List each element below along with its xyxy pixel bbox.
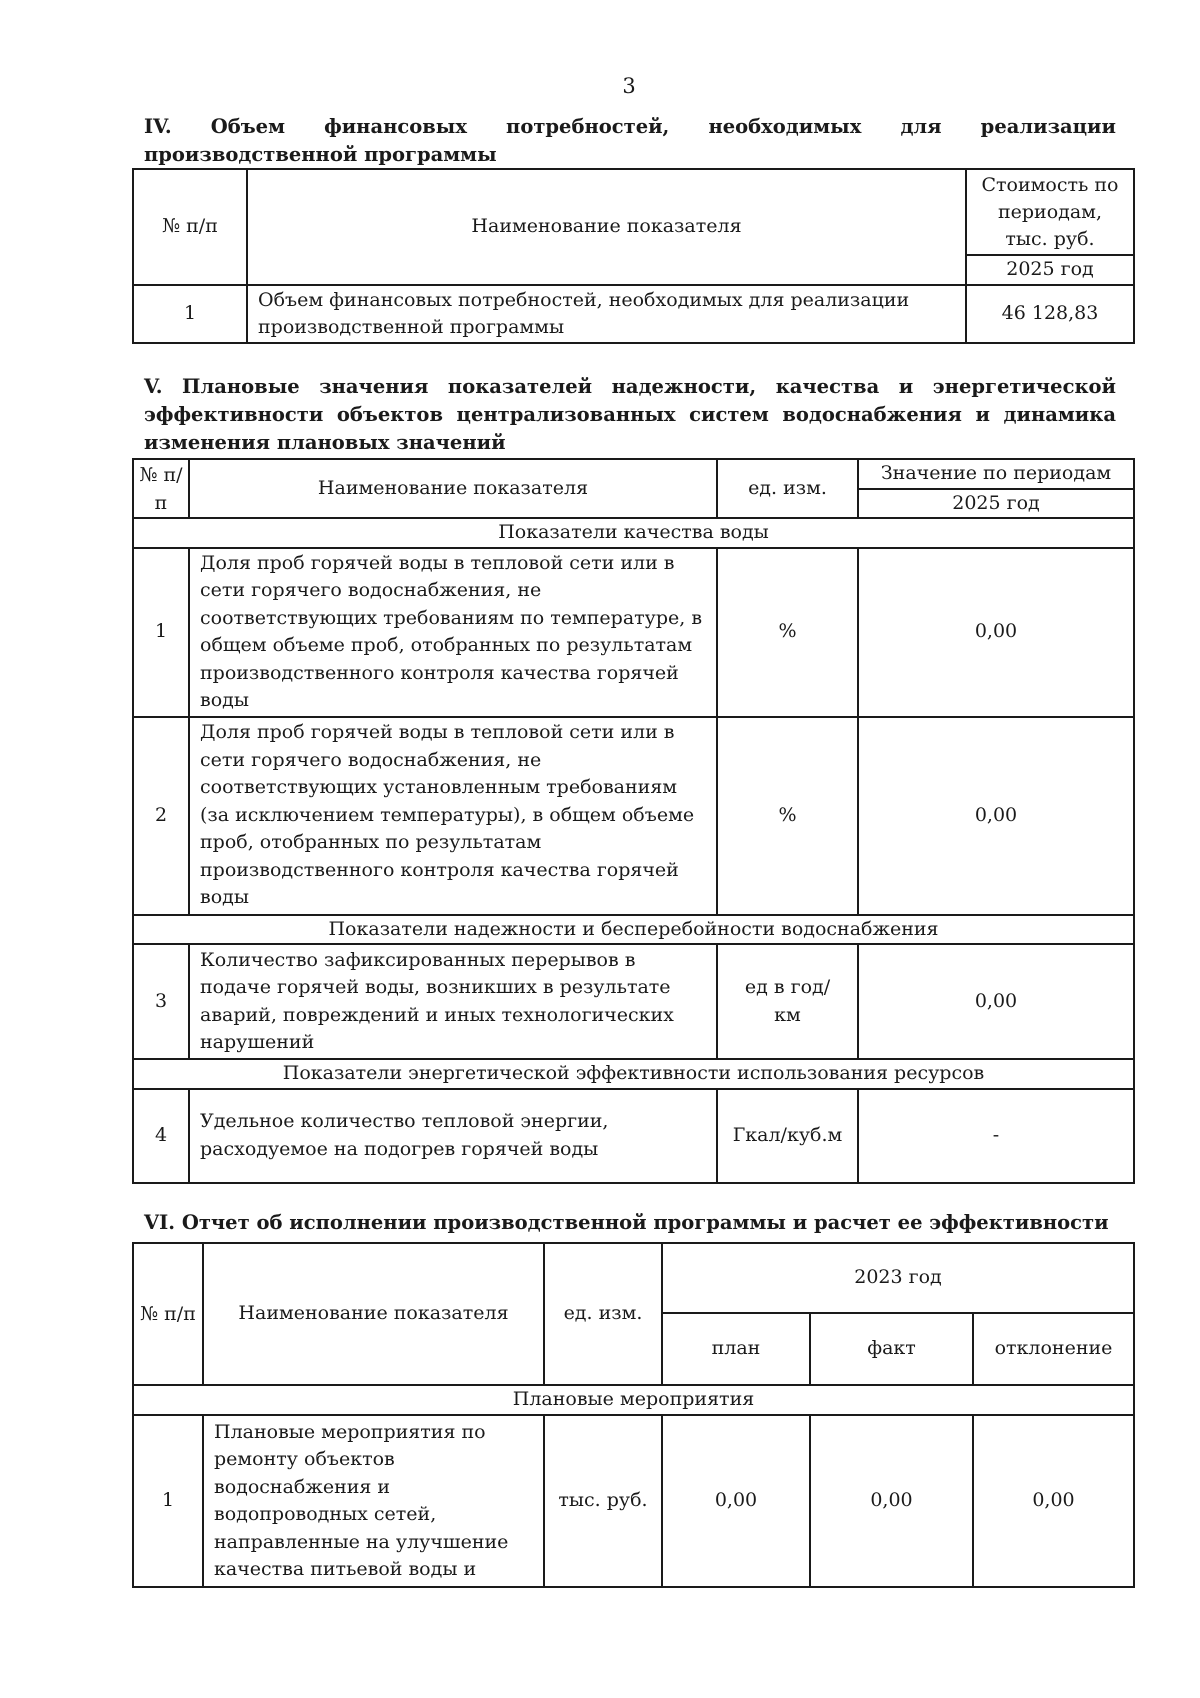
column-header-deviation: отклонение — [973, 1313, 1134, 1385]
row-num: 1 — [133, 285, 247, 343]
cost-label-line3: тыс. руб. — [1005, 227, 1095, 250]
row-plan: 0,00 — [662, 1415, 810, 1587]
group-title-water-quality: Показатели качества воды — [133, 518, 1134, 548]
row-name: Плановые мероприятия по ремонту объектов водоснабжения и водопроводных сетей, направленные на улучшение качества питьевой воды и — [203, 1415, 544, 1587]
row-unit: Гкал/куб.м — [717, 1089, 858, 1183]
section-4-heading: IV. Объем финансовых потребностей, необходимых для реализации производственной программы — [144, 115, 1116, 166]
row-value: 0,00 — [858, 548, 1134, 717]
row-unit: % — [717, 548, 858, 717]
column-header-cost — [966, 169, 1134, 255]
column-header-unit: ед. изм. — [717, 459, 858, 518]
table-row — [133, 944, 1134, 1059]
column-header-unit: ед. изм. — [544, 1243, 662, 1385]
column-header-year: 2025 год — [966, 255, 1134, 285]
group-title-planned-measures: Плановые мероприятия — [133, 1385, 1134, 1415]
table-row — [133, 285, 1134, 343]
row-name: Количество зафиксированных перерывов в подаче горячей воды, возникших в результате аварий, повреждений и иных технологических нарушений — [189, 944, 717, 1059]
row-value: - — [858, 1089, 1134, 1183]
financial-needs-table — [132, 168, 1135, 344]
column-header-name: Наименование показателя — [247, 169, 966, 285]
group-title-reliability: Показатели надежности и бесперебойности водоснабжения — [133, 915, 1134, 945]
row-num: 1 — [133, 548, 189, 717]
program-report-table — [132, 1242, 1135, 1588]
row-name: Объем финансовых потребностей, необходимых для реализации производственной программы — [247, 285, 966, 343]
table-row — [133, 717, 1134, 915]
section-6-heading: VI. Отчет об исполнении производственной программы и расчет ее эффективности — [144, 1211, 1109, 1234]
column-header-name: Наименование показателя — [189, 459, 717, 518]
page-number: 3 — [622, 74, 636, 98]
column-header-year: 2025 год — [858, 489, 1134, 519]
row-value: 0,00 — [858, 944, 1134, 1059]
row-name: Удельное количество тепловой энергии, расходуемое на подогрев горячей воды — [189, 1089, 717, 1183]
row-name: Доля проб горячей воды в тепловой сети или в сети горячего водоснабжения, не соответствующих установленным требованиям (за исключением температуры), в общем объеме проб, отобранных по результатам производственного контроля качества горячей воды — [189, 717, 717, 915]
column-header-name: Наименование показателя — [203, 1243, 544, 1385]
row-num: 3 — [133, 944, 189, 1059]
cost-label-line2: периодам, — [997, 200, 1103, 223]
column-header-num: № п/п — [133, 459, 189, 518]
row-fact: 0,00 — [810, 1415, 973, 1587]
section-5-heading: V. Плановые значения показателей надежности, качества и энергетической эффективности объектов централизованных систем водоснабжения и динамика изменения плановых значений — [144, 375, 1116, 454]
column-header-plan: план — [662, 1313, 810, 1385]
cost-label-line1: Стоимость по — [981, 173, 1119, 196]
row-unit: тыс. руб. — [544, 1415, 662, 1587]
column-header-num: № п/п — [133, 1243, 203, 1385]
row-value: 0,00 — [858, 717, 1134, 915]
indicators-table — [132, 458, 1135, 1184]
row-num: 4 — [133, 1089, 189, 1183]
column-header-num: № п/п — [133, 169, 247, 285]
row-deviation: 0,00 — [973, 1415, 1134, 1587]
table-row — [133, 1415, 1134, 1587]
row-name: Доля проб горячей воды в тепловой сети или в сети горячего водоснабжения, не соответствующих требованиям по температуре, в общем объеме проб, отобранных по результатам производственного контроля качества горячей воды — [189, 548, 717, 717]
column-header-year: 2023 год — [662, 1243, 1134, 1313]
table-row — [133, 548, 1134, 717]
row-unit: % — [717, 717, 858, 915]
row-unit: ед в год/ км — [717, 944, 858, 1059]
group-title-energy-efficiency: Показатели энергетической эффективности использования ресурсов — [133, 1059, 1134, 1089]
table-row — [133, 1089, 1134, 1183]
column-header-fact: факт — [810, 1313, 973, 1385]
row-num: 1 — [133, 1415, 203, 1587]
column-header-values: Значение по периодам — [858, 459, 1134, 489]
row-value: 46 128,83 — [966, 285, 1134, 343]
row-num: 2 — [133, 717, 189, 915]
